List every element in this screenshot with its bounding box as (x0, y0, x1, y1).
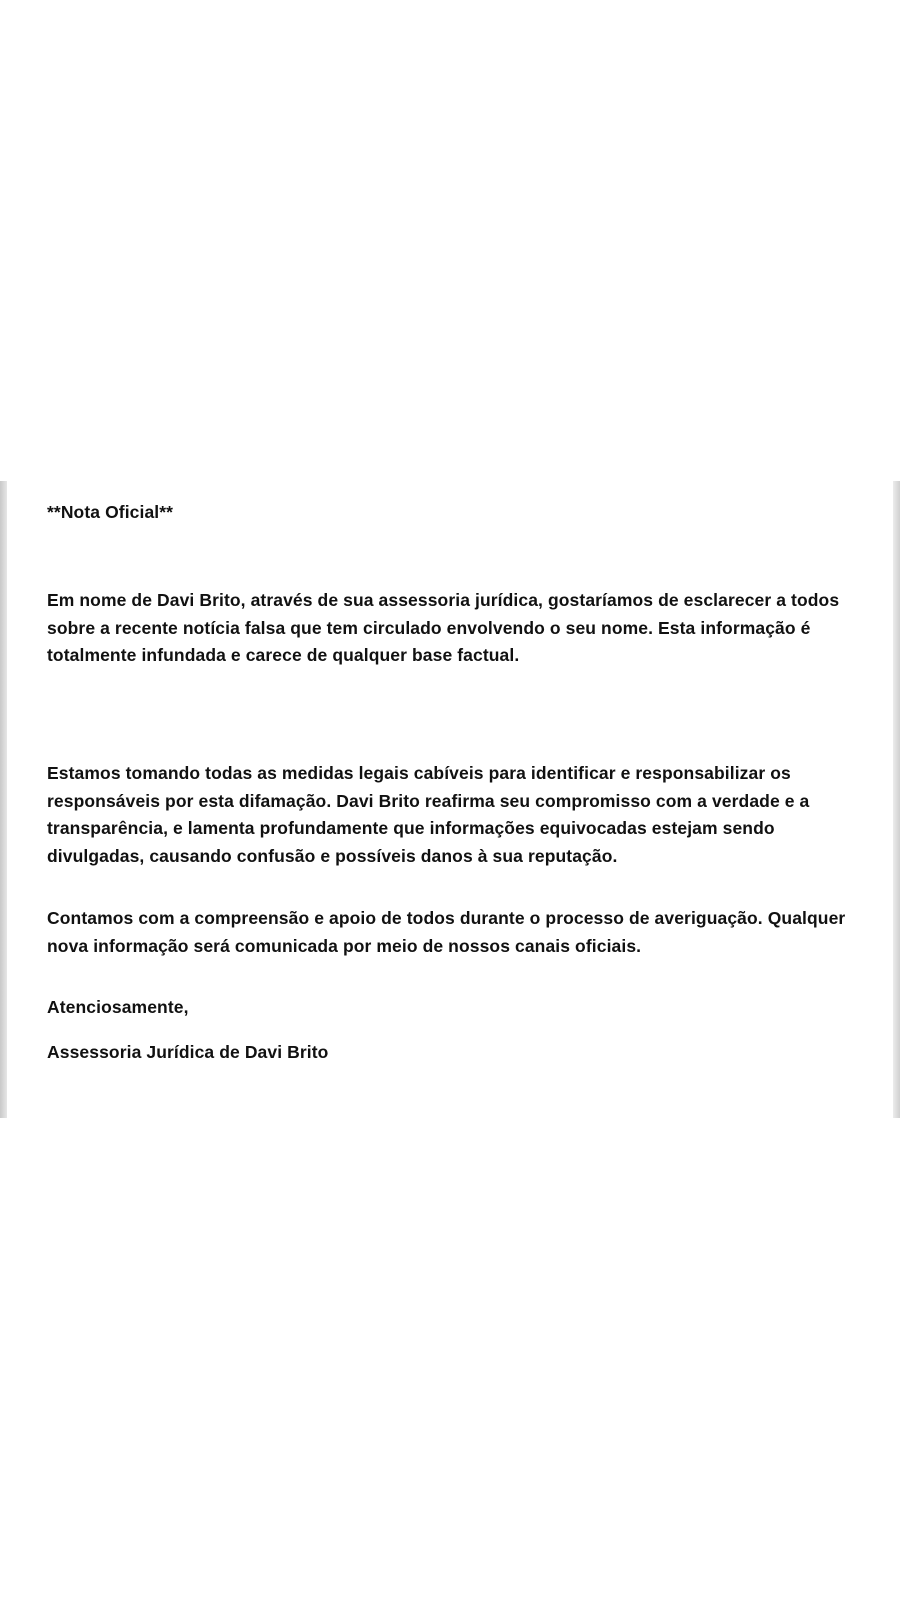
paragraph-support: Contamos com a compreensão e apoio de todos durante o processo de averiguação. Qualquer nova informação será comunicada por meio de nossos canais oficiais. (47, 908, 846, 956)
closing-line: Atenciosamente, (47, 997, 189, 1017)
page-right-edge (893, 481, 900, 1118)
signature-line: Assessoria Jurídica de Davi Brito (47, 1042, 329, 1062)
document-title: **Nota Oficial** (47, 502, 174, 522)
paragraph-legal-measures: Estamos tomando todas as medidas legais cabíveis para identificar e responsabilizar os responsáveis por esta difamação. Davi Brito reafirma seu compromisso com a verdade e a transparência, e lamenta profundamente que informações equivocadas estejam sendo divulgadas, causando confusão e possíveis danos à sua reputação. (47, 763, 810, 866)
page-left-edge (0, 481, 7, 1118)
paragraph-clarification: Em nome de Davi Brito, através de sua assessoria jurídica, gostaríamos de esclarecer a todos sobre a recente notícia falsa que tem circulado envolvendo o seu nome. Esta informação é totalmente infundada e carece de qualquer base factual. (47, 590, 840, 665)
document-page (0, 481, 900, 1118)
